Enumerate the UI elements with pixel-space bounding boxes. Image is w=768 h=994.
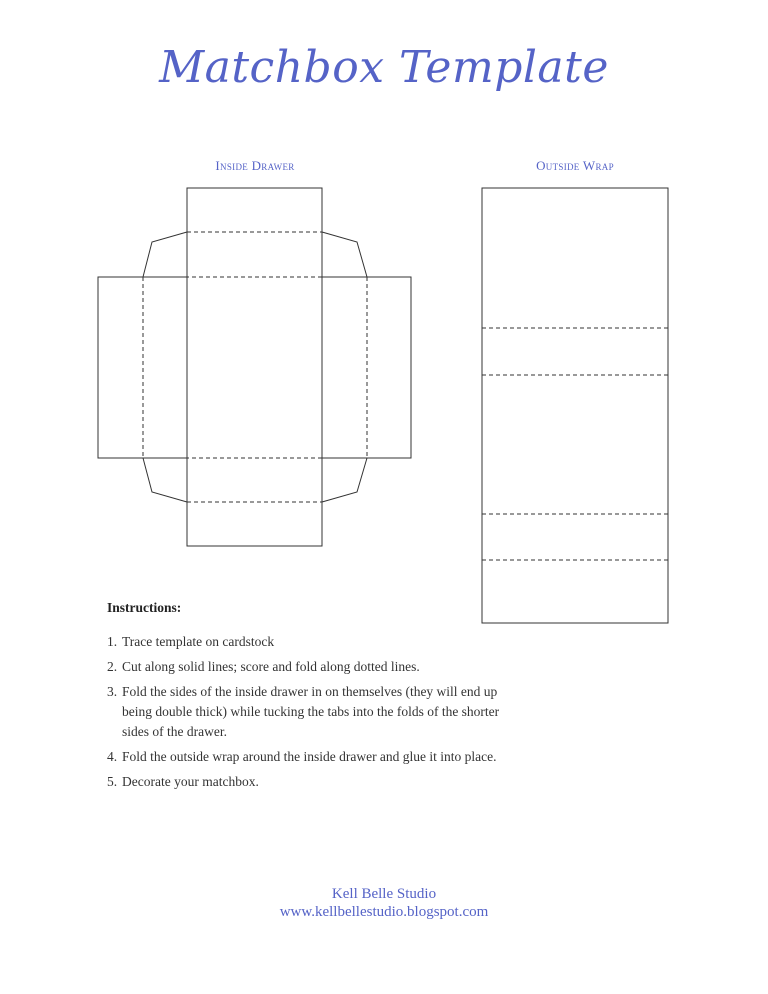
step-text: Cut along solid lines; score and fold along dotted lines.	[122, 659, 420, 674]
instruction-step	[107, 682, 527, 742]
step-text: Decorate your matchbox.	[122, 774, 259, 789]
outside-wrap-label: Outside Wrap	[536, 158, 614, 173]
corner-tab-bottom-left	[143, 458, 187, 502]
instruction-step	[107, 772, 527, 792]
instruction-step	[107, 657, 527, 677]
corner-tab-bottom-right	[322, 458, 367, 502]
page-title: Matchbox Template	[159, 42, 609, 93]
step-number: 4.	[107, 749, 118, 764]
step-text: Trace template on cardstock	[122, 634, 275, 649]
outside-wrap-outline	[482, 188, 668, 623]
instruction-step	[107, 632, 527, 652]
inside-drawer-left-flap	[98, 277, 187, 458]
corner-tab-top-right	[322, 232, 367, 277]
inside-drawer-template	[98, 188, 411, 546]
inside-drawer-center-strip	[187, 188, 322, 546]
instructions-section	[107, 598, 527, 797]
step-text: Fold the outside wrap around the inside drawer and glue it into place.	[122, 749, 497, 764]
step-number: 5.	[107, 774, 118, 789]
inside-drawer-fold-lines	[143, 232, 367, 502]
outside-wrap-template	[482, 188, 668, 623]
step-text: Fold the sides of the inside drawer in on themselves (they will end up being double thick) while tucking the tabs into the folds of the shorter sides of the drawer.	[122, 684, 500, 739]
inside-drawer-label: Inside Drawer	[215, 158, 295, 173]
instructions-heading: Instructions:	[107, 600, 182, 615]
outside-wrap-fold-lines	[482, 328, 668, 560]
step-number: 1.	[107, 634, 118, 649]
corner-tab-top-left	[143, 232, 187, 277]
instructions-list	[107, 632, 527, 792]
step-number: 3.	[107, 684, 118, 699]
step-number: 2.	[107, 659, 118, 674]
footer-url-link[interactable]: www.kellbellestudio.blogspot.com	[279, 904, 489, 920]
footer-studio-name: Kell Belle Studio	[331, 886, 437, 902]
instruction-step	[107, 747, 527, 767]
inside-drawer-right-flap	[322, 277, 411, 458]
